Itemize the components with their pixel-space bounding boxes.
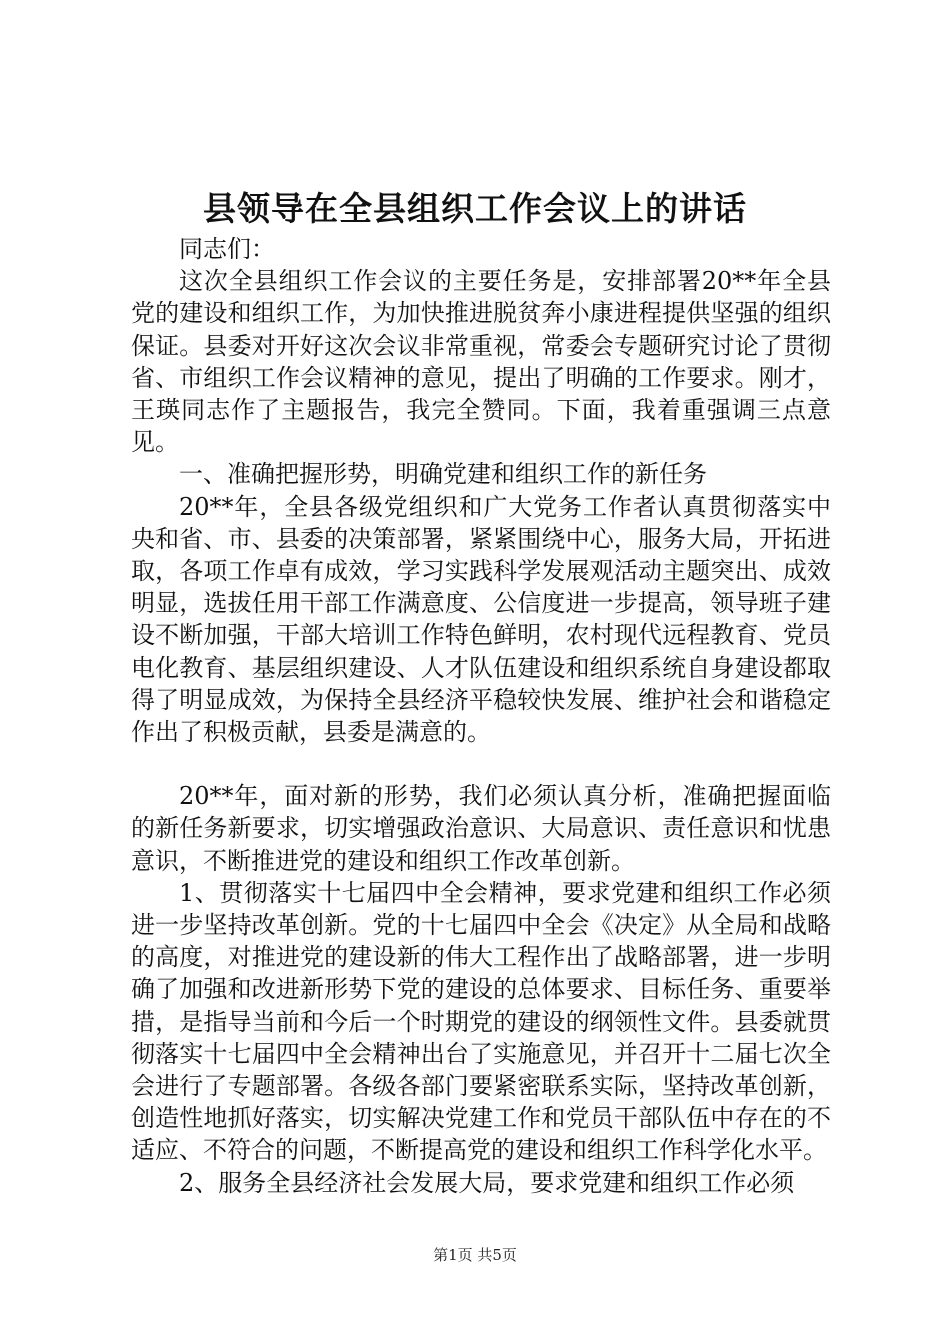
page-footer: 第1页 共5页 — [433, 1246, 517, 1264]
section-heading-1: 一、准确把握形势，明确党建和组织工作的新任务 — [179, 460, 707, 489]
document-body — [131, 233, 831, 1199]
paragraph-point-2: 2、服务全县经济社会发展大局，要求党建和组织工作必须 — [179, 1168, 795, 1197]
paragraph-intro: 这次全县组织工作会议的主要任务是，安排部署20**年全县党的建设和组织工作，为加快推进脱贫奔小康进程提供坚强的组织保证。县委对开好这次会议非常重视，常委会专题研究讨论了贯彻省、市组织工作会议精神的意见，提出了明确的工作要求。刚才，王瑛同志作了主题报告，我完全赞同。下面，我着重强调三点意见。 — [131, 267, 831, 457]
paragraph-new-situation: 20**年，面对新的形势，我们必须认真分析，准确把握面临的新任务新要求，切实增强政治意识、大局意识、责任意识和忧患意识，不断推进党的建设和组织工作改革创新。 — [131, 782, 831, 875]
paragraph-review: 20**年，全县各级党组织和广大党务工作者认真贯彻落实中央和省、市、县委的决策部署，紧紧围绕中心，服务大局，开拓进取，各项工作卓有成效，学习实践科学发展观活动主题突出、成效明显，选拔任用干部工作满意度、公信度进一步提高，领导班子建设不断加强，干部大培训工作特色鲜明，农村现代远程教育、党员电化教育、基层组织建设、人才队伍建设和组织系统自身建设都取得了明显成效，为保持全县经济平稳较快发展、维护社会和谐稳定作出了积极贡献，县委是满意的。 — [131, 492, 831, 747]
document-title: 县领导在全县组织工作会议上的讲话 — [203, 189, 747, 228]
greeting: 同志们： — [179, 235, 275, 263]
paragraph-point-1: 1、贯彻落实十七届四中全会精神，要求党建和组织工作必须进一步坚持改革创新。党的十七届四中全会《决定》从全局和战略的高度，对推进党的建设新的伟大工程作出了战略部署，进一步明确了加强和改进新形势下党的建设的总体要求、目标任务、重要举措，是指导当前和今后一个时期党的建设的纲领性文件。县委就贯彻落实十七届四中全会精神出台了实施意见，并召开十二届七次全会进行了专题部署。各级各部门要紧密联系实际，坚持改革创新，创造性地抓好落实，切实解决党建工作和党员干部队伍中存在的不适应、不符合的问题，不断提高党的建设和组织工作科学化水平。 — [131, 878, 831, 1165]
